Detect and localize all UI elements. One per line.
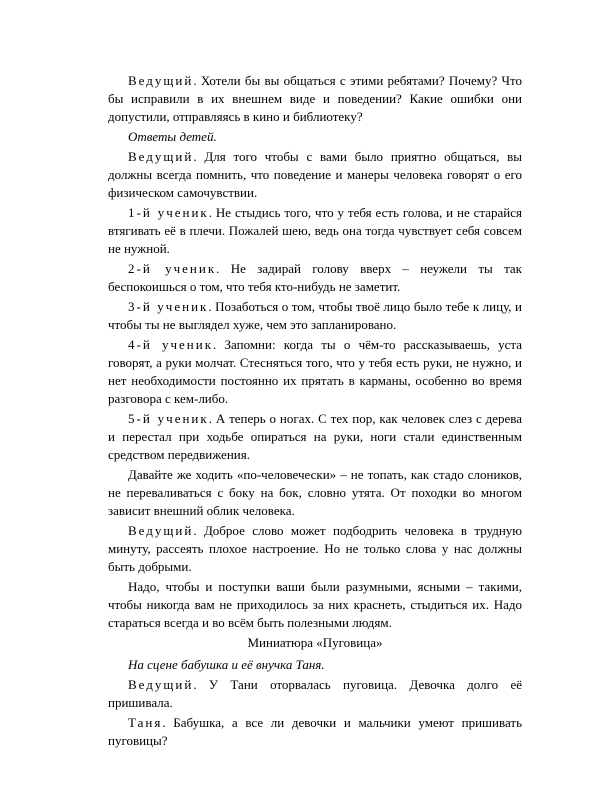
paragraph	[108, 336, 522, 408]
speaker-label: Ведущий	[128, 523, 194, 538]
paragraph-text: Давайте же ходить «по-человечески» – не топать, как стадо слоников, не переваливаться с боку на бок, словно утята. От походки во многом зависит внешний облик человека.	[108, 467, 522, 518]
paragraph-text: . Для того чтобы с вами было приятно общаться, вы должны всегда помнить, что поведение и манеры человека говорят о его физическом самочувствии.	[108, 149, 522, 200]
speaker-label: 1-й ученик	[128, 205, 209, 220]
paragraph-text: . Хотели бы вы общаться с этими ребятами? Почему? Что бы исправили в их внешнем виде и поведении? Какие ошибки они допустили, отправляясь в кино и библиотеку?	[108, 73, 522, 124]
paragraph	[108, 148, 522, 202]
paragraph-text: . Запомни: когда ты о чём-то рассказываешь, уста говорят, а руки молчат. Стесняться того, что у тебя есть руки, не нужно, и нет необходимости постоянно их прятать в карманы, особенно во время разговора с кем-либо.	[108, 337, 523, 406]
paragraph	[108, 466, 522, 520]
paragraph	[108, 204, 522, 258]
paragraph-text: . Бабушка, а все ли девочки и мальчики умеют пришивать пуговицы?	[108, 715, 522, 748]
paragraph	[108, 260, 522, 296]
speaker-label: Ведущий	[128, 677, 194, 692]
speaker-label: Таня	[128, 715, 163, 730]
paragraph	[108, 410, 522, 464]
speaker-label: 5-й ученик	[128, 411, 209, 426]
paragraph-text: . Не задирай голову вверх – неужели ты так беспокоишься о том, что тебя кто-нибудь не заметит.	[108, 261, 522, 294]
paragraph-text: . Доброе слово может подбодрить человека в трудную минуту, рассеять плохое настроение. Но не только слова у нас должны быть добрыми.	[108, 523, 522, 574]
paragraph-text: . Позаботься о том, чтобы твоё лицо было тебе к лицу, и чтобы ты не выглядел хуже, чем это запланировано.	[108, 299, 522, 332]
stage-note: На сцене бабушка и её внучка Таня.	[128, 657, 325, 672]
speaker-label: 3-й ученик	[128, 299, 209, 314]
speaker-label: 4-й ученик	[128, 337, 214, 352]
paragraph	[108, 578, 522, 632]
paragraph-text: Надо, чтобы и поступки ваши были разумными, ясными – такими, чтобы никогда вам не приходилось за них краснеть, стыдиться их. Надо стараться всегда и во всём быть полезными людям.	[108, 579, 522, 630]
paragraph-text: . А теперь о ногах. С тех пор, как человек слез с дерева и перестал при ходьбе опираться на руки, ноги стали единственным средством передвижения.	[108, 411, 523, 462]
paragraph	[108, 72, 522, 126]
section-heading: Миниатюра «Пуговица»	[247, 635, 383, 650]
paragraph-text: . Не стыдись того, что у тебя есть голова, и не старайся втягивать её в плечи. Пожалей шею, ведь она тогда чувствует себя совсем не нужной.	[108, 205, 523, 256]
speaker-label: Ведущий	[128, 73, 194, 88]
stage-note: Ответы детей.	[128, 129, 217, 144]
paragraph-text: . У Тани оторвалась пуговица. Девочка долго её пришивала.	[108, 677, 522, 710]
paragraph	[108, 714, 522, 750]
paragraph	[108, 298, 522, 334]
speaker-label: Ведущий	[128, 149, 194, 164]
speaker-label: 2-й ученик	[128, 261, 217, 276]
paragraph	[108, 676, 522, 712]
paragraph	[108, 522, 522, 576]
